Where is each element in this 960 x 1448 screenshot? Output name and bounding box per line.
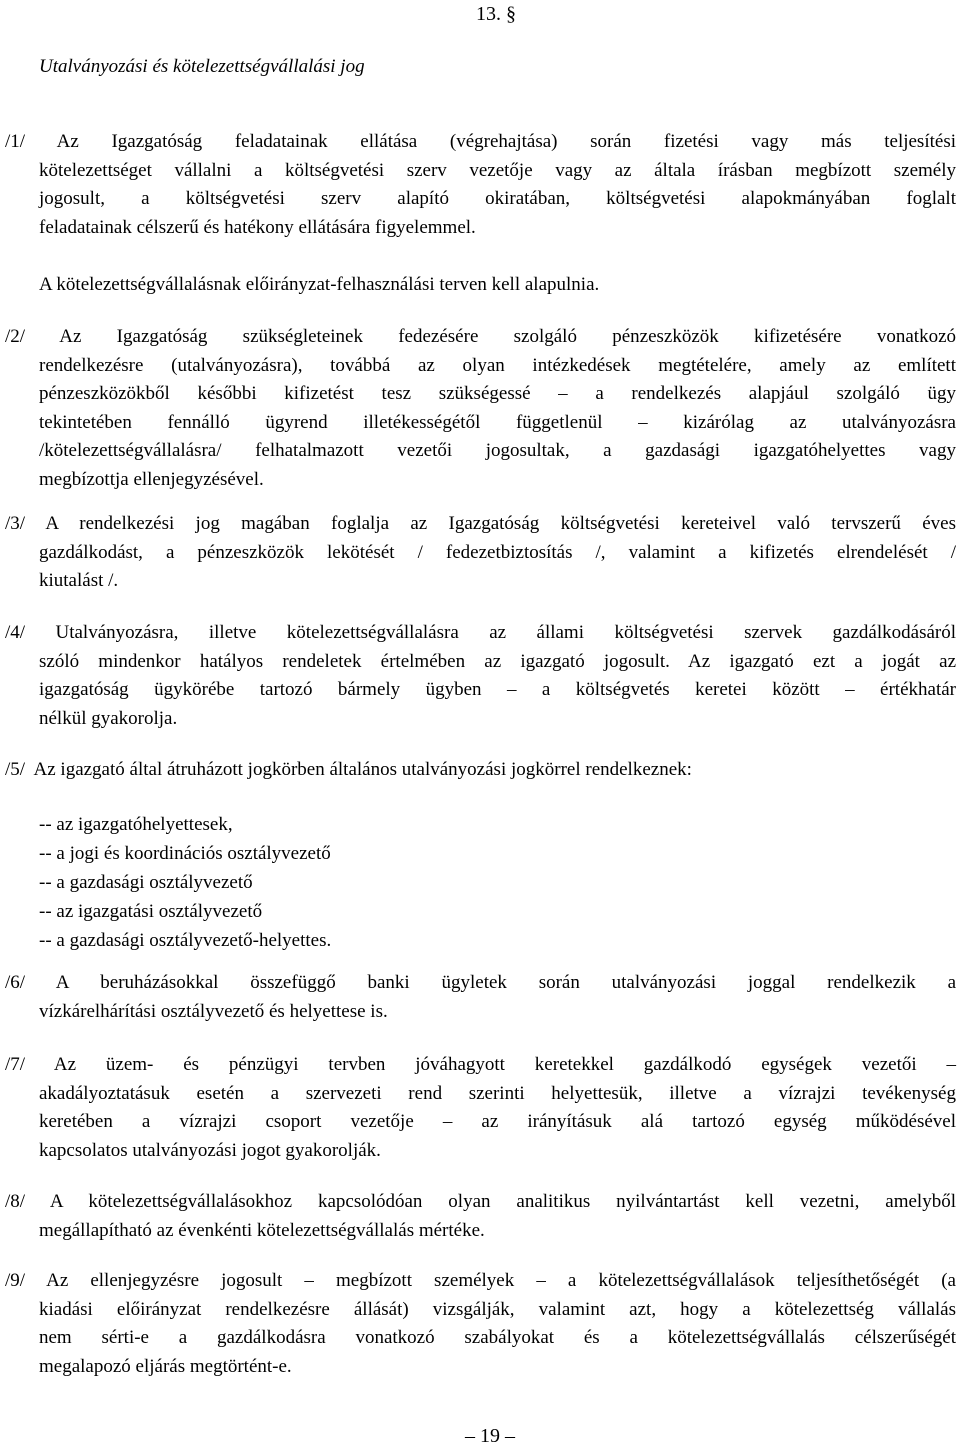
paragraph-5: [0, 756, 960, 785]
list-item: -- a jogi és koordinációs osztályvezető: [39, 843, 331, 864]
paragraph-line: nem sérti-e a gazdálkodásra vonatkozó szabályokat és a kötelezettségvállalás célszerűségét: [39, 1327, 956, 1349]
paragraph-line: kötelezettséget vállalni a költségvetési szerv vezetője vagy az általa írásban megbízott személy: [39, 159, 956, 181]
paragraph-line: /7/ Az üzem- és pénzügyi tervben jóváhagyott keretekkel gazdálkodó egységek vezetői –: [5, 1054, 956, 1075]
paragraph-line: kiutalást /.: [39, 570, 119, 592]
paragraph-1: [0, 128, 960, 242]
paragraph-line: feladatainak célszerű és hatékony ellátására figyelemmel.: [39, 216, 476, 238]
paragraph-line: /4/ Utalványozásra, illetve kötelezettségvállalásra az állami költségvetési szervek gazdálkodásáról: [5, 622, 956, 643]
paragraph-4: [0, 619, 960, 733]
paragraph-line: /5/ Az igazgató által átruházott jogkörben általános utalványozási jogkörrel rendelkeznek:: [5, 759, 692, 780]
paragraph-line: /8/ A kötelezettségvállalásokhoz kapcsolódóan olyan analitikus nyilvántartást kell vezetni, amelyből: [5, 1191, 956, 1212]
paragraph-line: /kötelezettségvállalásra/ felhatalmazott vezetői jogosultak, a gazdasági igazgatóhelyettes vagy: [39, 440, 956, 462]
paragraph-line: /3/ A rendelkezési jog magában foglalja az Igazgatóság költségvetési kereteivel való tervszerű éves: [5, 513, 956, 534]
paragraph-line: nélkül gyakorolja.: [39, 707, 178, 729]
list-item: -- a gazdasági osztályvezető: [39, 872, 253, 893]
paragraph-line: A kötelezettségvállalásnak előirányzat-felhasználási terven kell alapulnia.: [39, 274, 600, 295]
paragraph-line: keretében a vízrajzi csoport vezetője – az irányításuk alá tartozó egység működésével: [39, 1111, 956, 1133]
paragraph-line: akadályoztatásuk esetén a szervezeti rend szerinti helyettesük, illetve a vízrajzi tevékenység: [39, 1082, 956, 1104]
page-number: – 19 –: [465, 1425, 515, 1447]
paragraph-1-note: [0, 271, 960, 300]
paragraph-2: [0, 323, 960, 495]
section-number: 13. §: [476, 3, 516, 25]
paragraph-line: /6/ A beruházásokkal összefüggő banki ügyletek során utalványozási joggal rendelkezik a: [5, 972, 956, 993]
paragraph-line: /2/ Az Igazgatóság szükségleteinek fedezésére szolgáló pénzeszközök kifizetésére vonatkozó: [5, 326, 956, 347]
paragraph-line: megállapítható az évenkénti kötelezettségvállalás mértéke.: [39, 1219, 485, 1241]
paragraph-line: /9/ Az ellenjegyzésre jogosult – megbízott személyek – a kötelezettségvállalások teljesíthetőségét (a: [5, 1270, 956, 1291]
paragraph-line: kapcsolatos utalványozási jogot gyakorolják.: [39, 1139, 381, 1161]
paragraph-7: [0, 1051, 960, 1165]
paragraph-6: [0, 969, 960, 1026]
paragraph-9: [0, 1267, 960, 1381]
paragraph-line: jogosult, a költségvetési szerv alapító okiratában, költségvetési alapokmányában foglalt: [39, 188, 956, 210]
paragraph-line: vízkárelhárítási osztályvezető és helyettese is.: [39, 1000, 388, 1022]
paragraph-line: megalapozó eljárás megtörtént-e.: [39, 1355, 292, 1377]
authorized-list: [39, 810, 331, 955]
paragraph-line: szóló mindenkor hatályos rendeletek értelmében az igazgató jogosult. Az igazgató ezt a jogát az: [39, 650, 956, 672]
paragraph-line: kiadási előirányzat rendelkezésre állását) vizsgálják, valamint azt, hogy a kötelezettség vállalás: [39, 1298, 956, 1320]
paragraph-line: gazdálkodást, a pénzeszközök lekötését / fedezetbiztosítás /, valamint a kifizetés elrendelését /: [39, 541, 956, 563]
list-item: -- az igazgatási osztályvezető: [39, 901, 263, 922]
paragraph-line: igazgatóság ügykörébe tartozó bármely ügyben – a költségvetés keretei között – értékhatár: [39, 679, 956, 701]
paragraph-3: [0, 510, 960, 596]
paragraph-line: megbízottja ellenjegyzésével.: [39, 468, 264, 490]
section-title: Utalványozási és kötelezettségvállalási jog: [39, 56, 365, 77]
list-item: -- a gazdasági osztályvezető-helyettes.: [39, 930, 332, 951]
paragraph-8: [0, 1188, 960, 1245]
paragraph-line: tekintetében fennálló ügyrend illetékességétől függetlenül – kizárólag az utalványozásra: [39, 411, 956, 433]
paragraph-line: pénzeszközökből későbbi kifizetést tesz szükségessé – a rendelkezés alapjául szolgáló ügy: [39, 383, 956, 405]
paragraph-line: rendelkezésre (utalványozásra), továbbá az olyan intézkedések megtételére, amely az említett: [39, 354, 956, 376]
paragraph-line: /1/ Az Igazgatóság feladatainak ellátása (végrehajtása) során fizetési vagy más teljesítési: [5, 131, 956, 152]
list-item: -- az igazgatóhelyettesek,: [39, 814, 233, 835]
